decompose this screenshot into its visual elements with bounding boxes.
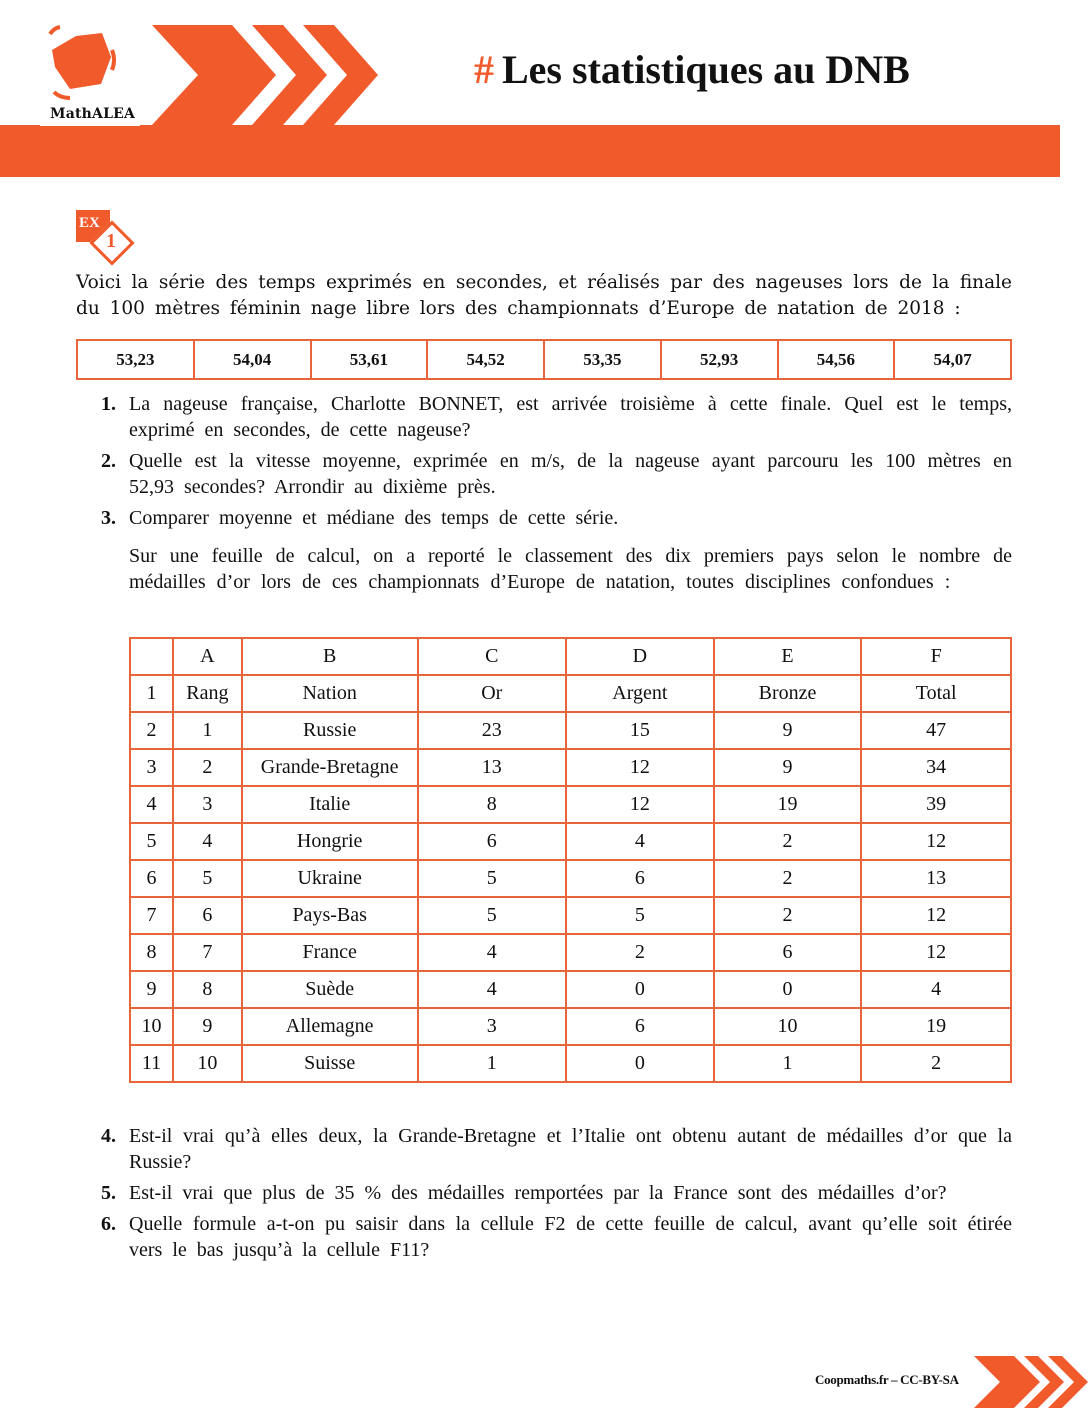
times-row xyxy=(77,340,1011,379)
table-cell: 7 xyxy=(173,934,242,971)
column-letter: B xyxy=(242,638,418,675)
table-cell: Hongrie xyxy=(242,823,418,860)
question-number: 5. xyxy=(101,1182,116,1204)
table-row xyxy=(130,823,1011,860)
page-title xyxy=(474,46,910,93)
badge-label: EX xyxy=(79,215,100,231)
table-cell: 9 xyxy=(173,1008,242,1045)
table-cell: France xyxy=(242,934,418,971)
corner-cell xyxy=(130,638,173,675)
table-cell: Italie xyxy=(242,786,418,823)
table-cell: 6 xyxy=(173,897,242,934)
table-cell: Suisse xyxy=(242,1045,418,1082)
question-2 xyxy=(96,448,1012,500)
table-cell: 34 xyxy=(861,749,1011,786)
hash-symbol: # xyxy=(474,47,494,92)
table-cell: 4 xyxy=(173,823,242,860)
footer-chevrons-icon xyxy=(968,1356,1088,1408)
table-cell: 6 xyxy=(566,1008,714,1045)
times-table xyxy=(76,339,1012,380)
table-row xyxy=(130,860,1011,897)
question-text: Quelle est la vitesse moyenne, exprimée en m/s, de la nageuse ayant parcouru les 100 mètres en 52,93 secondes? Arrondir au dixième près. xyxy=(129,450,1012,498)
table-cell: 5 xyxy=(418,897,567,934)
table-cell: 8 xyxy=(418,786,567,823)
table-cell: 3 xyxy=(418,1008,567,1045)
column-letter: E xyxy=(714,638,862,675)
table-cell: 12 xyxy=(566,749,714,786)
row-number: 10 xyxy=(130,1008,173,1045)
question-number: 1. xyxy=(101,393,116,415)
spreadsheet-intro: Sur une feuille de calcul, on a reporté le classement des dix premiers pays selon le nombre de médailles d’or lors de ces championnats d’Europe de natation, toutes disciplines confondues : xyxy=(129,545,1012,593)
table-cell: 2 xyxy=(714,860,862,897)
badge-number: 1 xyxy=(106,230,116,252)
table-cell: 2 xyxy=(714,897,862,934)
table-row xyxy=(130,786,1011,823)
table-cell: 1 xyxy=(418,1045,567,1082)
table-cell: 23 xyxy=(418,712,567,749)
time-cell: 54,56 xyxy=(778,340,895,379)
time-cell: 53,23 xyxy=(77,340,194,379)
column-letters-row xyxy=(130,638,1011,675)
table-cell: 12 xyxy=(861,897,1011,934)
table-cell: 1 xyxy=(714,1045,862,1082)
table-row xyxy=(130,1045,1011,1082)
exercise-intro: Voici la série des temps exprimés en secondes, et réalisés par des nageuses lors de la finale du 100 mètres féminin nage libre lors des championnats d’Europe de natation de 2018 : xyxy=(76,272,1012,319)
table-row xyxy=(130,749,1011,786)
column-letter: C xyxy=(418,638,567,675)
table-cell: 6 xyxy=(714,934,862,971)
question-1 xyxy=(96,391,1012,443)
time-cell: 54,07 xyxy=(894,340,1011,379)
question-text: Comparer moyenne et médiane des temps de cette série. xyxy=(129,507,619,529)
table-cell: 13 xyxy=(861,860,1011,897)
table-cell: 6 xyxy=(566,860,714,897)
question-text: Est-il vrai que plus de 35 % des médailles remportées par la France sont des médailles d’or? xyxy=(129,1182,947,1204)
column-letter: D xyxy=(566,638,714,675)
table-cell: 39 xyxy=(861,786,1011,823)
table-cell: 12 xyxy=(861,934,1011,971)
table-cell: 19 xyxy=(714,786,862,823)
time-cell: 54,04 xyxy=(194,340,311,379)
table-cell: Or xyxy=(418,675,567,712)
row-number: 1 xyxy=(130,675,173,712)
row-number: 11 xyxy=(130,1045,173,1082)
table-cell: 10 xyxy=(173,1045,242,1082)
table-cell: 13 xyxy=(418,749,567,786)
row-number: 8 xyxy=(130,934,173,971)
table-cell: 5 xyxy=(418,860,567,897)
table-cell: Nation xyxy=(242,675,418,712)
table-cell: Rang xyxy=(173,675,242,712)
row-number: 7 xyxy=(130,897,173,934)
mathalea-logo-icon xyxy=(50,27,114,98)
row-number: 4 xyxy=(130,786,173,823)
column-letter: A xyxy=(173,638,242,675)
table-cell: 9 xyxy=(714,712,862,749)
footer-credit: Coopmaths.fr – CC-BY-SA xyxy=(815,1372,959,1387)
spreadsheet-body xyxy=(130,675,1011,1082)
table-cell: Ukraine xyxy=(242,860,418,897)
table-row xyxy=(130,971,1011,1008)
table-cell: 0 xyxy=(714,971,862,1008)
table-cell: 2 xyxy=(714,823,862,860)
table-cell: 15 xyxy=(566,712,714,749)
table-cell: 12 xyxy=(861,823,1011,860)
time-cell: 53,61 xyxy=(311,340,428,379)
row-number: 3 xyxy=(130,749,173,786)
table-cell: Suède xyxy=(242,971,418,1008)
question-3 xyxy=(96,505,1012,531)
time-cell: 53,35 xyxy=(544,340,661,379)
table-cell: Grande-Bretagne xyxy=(242,749,418,786)
table-cell: 47 xyxy=(861,712,1011,749)
table-cell: 2 xyxy=(861,1045,1011,1082)
question-number: 4. xyxy=(101,1125,116,1147)
table-cell: Allemagne xyxy=(242,1008,418,1045)
question-number: 2. xyxy=(101,450,116,472)
exercise-badge xyxy=(76,210,136,266)
table-cell: 12 xyxy=(566,786,714,823)
questions-list-2 xyxy=(96,1123,1012,1268)
page-header xyxy=(0,0,1088,180)
question-number: 6. xyxy=(101,1213,116,1235)
table-cell: 4 xyxy=(418,971,567,1008)
table-cell: Total xyxy=(861,675,1011,712)
table-row xyxy=(130,934,1011,971)
table-row xyxy=(130,897,1011,934)
row-number: 9 xyxy=(130,971,173,1008)
table-cell: 4 xyxy=(418,934,567,971)
table-cell: 2 xyxy=(566,934,714,971)
question-number: 3. xyxy=(101,507,116,529)
table-cell: 4 xyxy=(861,971,1011,1008)
table-cell: 8 xyxy=(173,971,242,1008)
table-cell: 5 xyxy=(566,897,714,934)
question-text: Quelle formule a-t-on pu saisir dans la cellule F2 de cette feuille de calcul, avant qu’elle soit étirée vers le bas jusqu’à la cellule F11? xyxy=(129,1213,1012,1261)
table-cell: 5 xyxy=(173,860,242,897)
table-cell: 3 xyxy=(173,786,242,823)
table-cell: 0 xyxy=(566,1045,714,1082)
logo-text: MathALEA xyxy=(50,106,136,122)
table-cell: 2 xyxy=(173,749,242,786)
table-row xyxy=(130,1008,1011,1045)
table-cell: 0 xyxy=(566,971,714,1008)
table-cell: 4 xyxy=(566,823,714,860)
spreadsheet-table xyxy=(129,637,1012,1083)
row-number: 5 xyxy=(130,823,173,860)
table-cell: 9 xyxy=(714,749,862,786)
header-row xyxy=(130,675,1011,712)
table-cell: 6 xyxy=(418,823,567,860)
table-cell: 1 xyxy=(173,712,242,749)
questions-list-1 xyxy=(96,391,1012,595)
question-4 xyxy=(96,1123,1012,1175)
row-number: 6 xyxy=(130,860,173,897)
row-number: 2 xyxy=(130,712,173,749)
table-cell: 19 xyxy=(861,1008,1011,1045)
question-6 xyxy=(96,1211,1012,1263)
table-cell: 10 xyxy=(714,1008,862,1045)
table-cell: Pays-Bas xyxy=(242,897,418,934)
time-cell: 52,93 xyxy=(661,340,778,379)
table-row xyxy=(130,712,1011,749)
question-text: La nageuse française, Charlotte BONNET, est arrivée troisième à cette finale. Quel est le temps, exprimé en secondes, de cette nageuse? xyxy=(129,393,1012,441)
table-cell: Bronze xyxy=(714,675,862,712)
column-letter: F xyxy=(861,638,1011,675)
question-text: Est-il vrai qu’à elles deux, la Grande-Bretagne et l’Italie ont obtenu autant de médailles d’or que la Russie? xyxy=(129,1125,1012,1173)
table-cell: Argent xyxy=(566,675,714,712)
time-cell: 54,52 xyxy=(427,340,544,379)
table-cell: Russie xyxy=(242,712,418,749)
question-5 xyxy=(96,1180,1012,1206)
title-text: Les statistiques au DNB xyxy=(502,47,910,92)
